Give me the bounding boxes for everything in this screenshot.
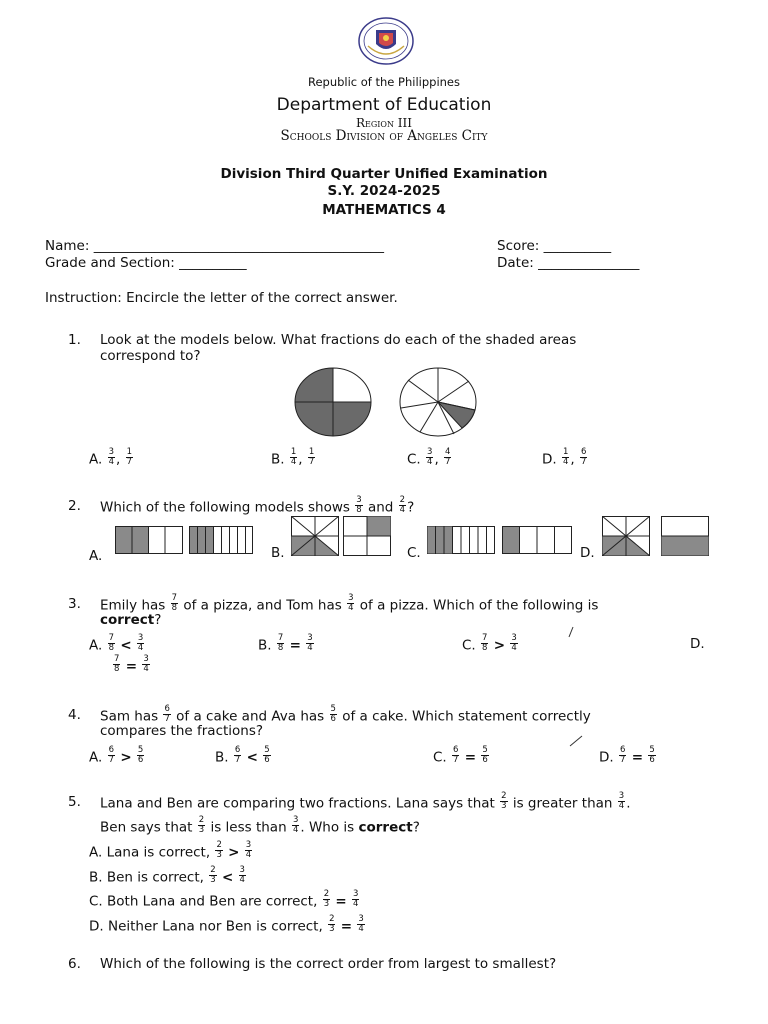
q2-a-bar-quarters (115, 526, 183, 554)
fraction: $\frac{2}{3}$ (501, 791, 507, 811)
q2-choice-b-letter[interactable]: B. (271, 545, 285, 561)
fraction: $\frac{7}{8}$ (482, 633, 488, 653)
q1-text: Look at the models below. What fractions do each of the shaded areas (100, 332, 577, 348)
q3-choice-c[interactable]: C. $\frac{7}{8}$ > $\frac{3}{4}$ (462, 633, 517, 654)
q6-text: Which of the following is the correct order from largest to smallest? (100, 956, 557, 972)
fraction: $\frac{3}{4}$ (108, 447, 115, 467)
fraction: $\frac{6}{7}$ (108, 745, 115, 765)
q3-choice-a[interactable]: A. $\frac{7}{8}$ < $\frac{3}{4}$ (89, 633, 144, 654)
choice-letter: D. (542, 451, 557, 468)
grade-section-field[interactable] (45, 255, 247, 271)
fraction: $\frac{3}{8}$ (356, 495, 362, 515)
q1-circle-sevenths (398, 366, 480, 438)
q3-choice-d[interactable]: $\frac{7}{8}$ = $\frac{3}{4}$ (114, 654, 149, 675)
q2-c-bar-eighths (427, 526, 495, 554)
date-field[interactable] (497, 255, 639, 271)
fraction: $\frac{2}{3}$ (329, 914, 335, 934)
department-title: Department of Education (276, 95, 492, 115)
q5-text: Lana and Ben are comparing two fractions. Lana says that $\frac{2}{3}$ is greater than $\frac{3}{4}$ . (100, 791, 631, 812)
choice-letter: B. (271, 451, 285, 468)
score-line: __________ (543, 238, 612, 254)
q2-text: Which of the following models shows $\frac{3}{8}$ and $\frac{2}{4}$ ? (100, 495, 415, 516)
fraction: $\frac{1}{7}$ (126, 447, 133, 467)
q4-choice-d[interactable]: D. $\frac{6}{7}$ = $\frac{5}{6}$ (599, 745, 655, 766)
fraction: $\frac{3}{4}$ (307, 633, 313, 653)
school-year: S.Y. 2024-2025 (327, 183, 441, 199)
q3-choice-d-letter[interactable]: D. (690, 636, 705, 652)
q5-option-a[interactable]: A. Lana is correct, $\frac{2}{3}$ > $\frac{3}{4}$ (89, 840, 252, 861)
q1-choice-c[interactable]: C. $\frac{3}{4}$ , $\frac{4}{7}$ (407, 447, 451, 468)
fraction: $\frac{6}{7}$ (581, 447, 587, 467)
q4-text: Sam has $\frac{6}{7}$ of a cake and Ava has $\frac{5}{6}$ of a cake. Which statement correctly (100, 704, 591, 725)
name-field[interactable] (45, 238, 384, 254)
fraction: $\frac{6}{7}$ (453, 745, 459, 765)
q2-choice-c-letter[interactable]: C. (407, 545, 421, 561)
instruction-text: Instruction: Encircle the letter of the correct answer. (45, 290, 398, 306)
fraction: $\frac{3}{4}$ (245, 840, 252, 860)
choice-letter: C. (407, 451, 421, 468)
q4-text-cont: compares the fractions? (100, 723, 264, 739)
region-label: Region III (355, 116, 413, 130)
q4-choice-a[interactable]: A. $\frac{6}{7}$ > $\frac{5}{6}$ (89, 745, 144, 766)
q2-b-square-eighths (291, 516, 339, 556)
q5-option-d[interactable]: D. Neither Lana nor Ben is correct, $\frac{2}{3}$ = $\frac{3}{4}$ (89, 914, 364, 935)
q4-number: 4. (68, 707, 81, 723)
fraction: $\frac{3}{4}$ (137, 633, 144, 653)
fraction: $\frac{5}{6}$ (264, 745, 270, 765)
q5-text-cont: Ben says that $\frac{2}{3}$ is less than $\frac{3}{4}$ . Who is correct? (100, 815, 420, 836)
q6-number: 6. (68, 956, 81, 972)
q3-text-cont: correct? (100, 612, 162, 628)
fraction: $\frac{2}{4}$ (399, 495, 406, 515)
fraction: $\frac{3}{4}$ (427, 447, 433, 467)
score-field[interactable] (497, 238, 611, 254)
fraction: $\frac{3}{4}$ (348, 593, 354, 613)
score-label: Score: (497, 238, 540, 254)
fraction: $\frac{3}{4}$ (353, 889, 359, 909)
fraction: $\frac{1}{4}$ (562, 447, 569, 467)
q3-text: Emily has $\frac{7}{8}$ of a pizza, and Tom has $\frac{3}{4}$ of a pizza. Which of the following is (100, 593, 599, 614)
fraction: $\frac{7}{8}$ (114, 654, 120, 674)
fraction: $\frac{3}{4}$ (358, 914, 364, 934)
name-line: ___________________________________________ (93, 238, 384, 254)
q3-choice-b[interactable]: B. $\frac{7}{8}$ = $\frac{3}{4}$ (258, 633, 313, 654)
q5-option-c[interactable]: C. Both Lana and Ben are correct, $\frac{2}{3}$ = $\frac{3}{4}$ (89, 889, 359, 910)
fraction: $\frac{1}{4}$ (290, 447, 297, 467)
q2-number: 2. (68, 498, 81, 514)
exam-title: Division Third Quarter Unified Examination (220, 166, 548, 182)
fraction: $\frac{3}{4}$ (618, 791, 625, 811)
fraction: $\frac{6}{7}$ (164, 704, 170, 724)
q4-choice-c[interactable]: C. $\frac{6}{7}$ = $\frac{5}{6}$ (433, 745, 488, 766)
q3-number: 3. (68, 596, 81, 612)
subject-title: MATHEMATICS 4 (322, 202, 446, 218)
fraction: $\frac{7}{8}$ (108, 633, 115, 653)
grade-label: Grade and Section: (45, 255, 175, 271)
q2-choice-d-letter[interactable]: D. (580, 545, 595, 561)
fraction: $\frac{5}{6}$ (649, 745, 655, 765)
choice-letter: A. (89, 451, 103, 468)
fraction: $\frac{7}{8}$ (277, 633, 284, 653)
fraction: $\frac{2}{3}$ (216, 840, 222, 860)
fraction: $\frac{5}{6}$ (482, 745, 488, 765)
q5-option-b[interactable]: B. Ben is correct, $\frac{2}{3}$ < $\frac{3}{4}$ (89, 865, 245, 886)
q2-c-bar-quarters (502, 526, 572, 554)
fraction: $\frac{5}{6}$ (137, 745, 144, 765)
fraction: $\frac{3}{4}$ (239, 865, 245, 885)
q1-choice-d[interactable]: D. $\frac{1}{4}$ , $\frac{6}{7}$ (542, 447, 587, 468)
fraction: $\frac{2}{3}$ (323, 889, 330, 909)
q1-circle-quarters (293, 366, 375, 438)
q1-number: 1. (68, 332, 81, 348)
division-label: Schools Division of Angeles City (280, 128, 488, 144)
q3-stray-mark (566, 626, 576, 638)
republic-label: Republic of the Philippines (307, 75, 461, 89)
fraction: $\frac{6}{7}$ (619, 745, 626, 765)
fraction: $\frac{5}{6}$ (330, 704, 336, 724)
q1-choice-b[interactable]: B. $\frac{1}{4}$ , $\frac{1}{7}$ (271, 447, 315, 468)
date-line: _______________ (538, 255, 640, 271)
q2-b-square-quarters (343, 516, 391, 556)
fraction: $\frac{6}{7}$ (234, 745, 241, 765)
date-label: Date: (497, 255, 534, 271)
name-label: Name: (45, 238, 90, 254)
q1-text-cont: correspond to? (100, 348, 201, 364)
fraction: $\frac{2}{3}$ (198, 815, 205, 835)
fraction: $\frac{3}{4}$ (511, 633, 517, 653)
q4-choice-b[interactable]: B. $\frac{6}{7}$ < $\frac{5}{6}$ (215, 745, 270, 766)
deped-seal-logo (356, 16, 416, 66)
fraction: $\frac{2}{3}$ (210, 865, 216, 885)
fraction: $\frac{7}{8}$ (171, 593, 178, 613)
fraction: $\frac{4}{7}$ (445, 447, 451, 467)
q2-d-square-eighths (602, 516, 650, 556)
q5-number: 5. (68, 794, 81, 810)
q2-choice-a-letter[interactable]: A. (89, 548, 103, 564)
fraction: $\frac{3}{4}$ (143, 654, 149, 674)
q4-stray-mark (568, 735, 584, 747)
q1-choice-a[interactable]: A. $\frac{3}{4}$ , $\frac{1}{7}$ (89, 447, 133, 468)
q2-a-bar-eighths (189, 526, 253, 554)
fraction: $\frac{1}{7}$ (308, 447, 315, 467)
q2-d-square-halves (661, 516, 709, 556)
grade-line: __________ (179, 255, 247, 271)
fraction: $\frac{3}{4}$ (292, 815, 299, 835)
